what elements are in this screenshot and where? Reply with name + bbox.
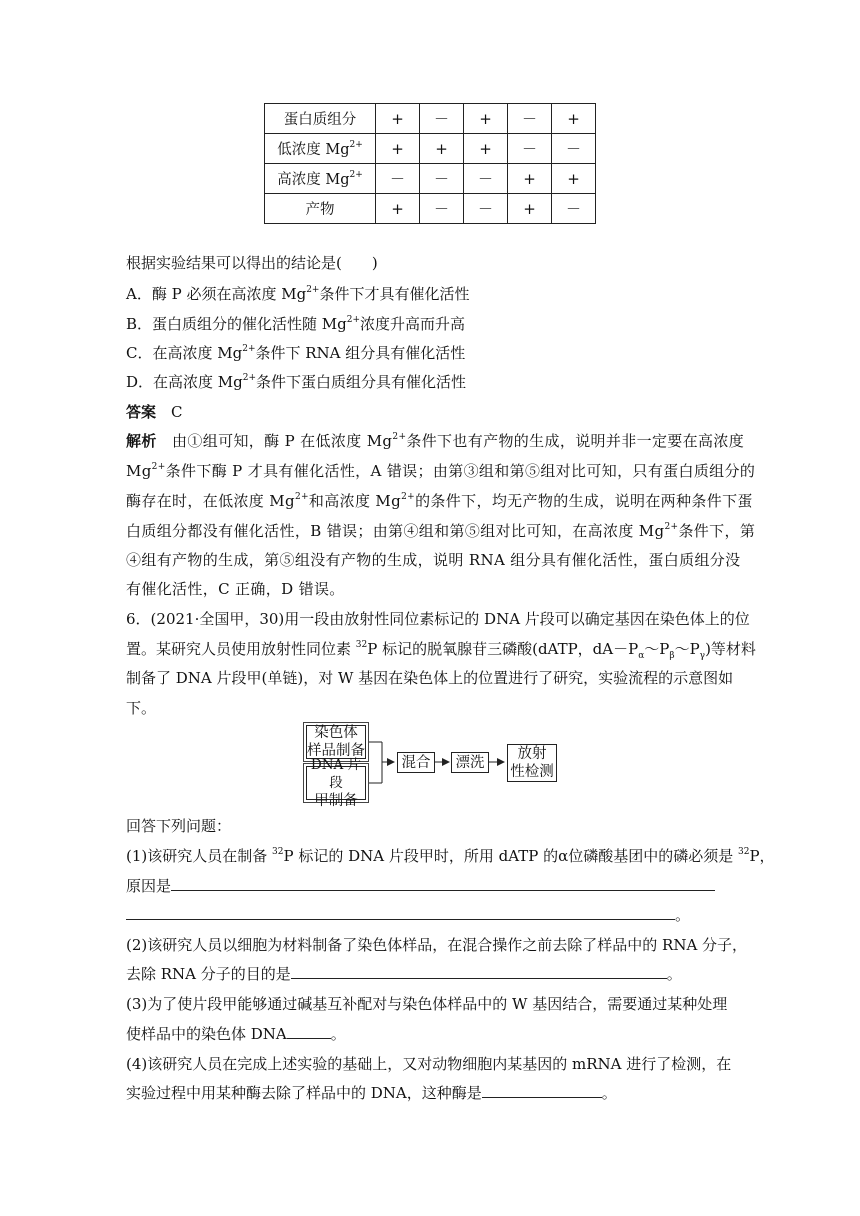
subq-3-line-2: 使样品中的染色体 DNA 。 [126,1025,346,1043]
analysis-line-5: ④组有产物的生成，第⑤组没有产物的生成，说明 RNA 组分具有催化活性，蛋白质组分没 [126,551,741,569]
mix-box: 混合 [397,752,435,773]
option-d: D．在高浓度 $Mg^{2+}$条件下蛋白质组分具有催化活性 [126,373,467,391]
subq-2-line-2: 去除 RNA 分子的目的是 。 [126,965,682,983]
table-cell: + [552,164,596,194]
table-cell: + [508,194,552,224]
option-b: B．蛋白质组分的催化活性随 $Mg^{2+}$浓度升高而升高 [126,315,466,333]
analysis-label: 解析 [126,432,157,450]
table-cell: + [464,134,508,164]
answer-blank-2[interactable] [291,963,667,979]
subq-4-line-1: (4)该研究人员在完成上述实验的基础上，又对动物细胞内某基因的 mRNA 进行了检测，在 [126,1055,732,1073]
subq-4-line-2: 实验过程中用某种酶去除了样品中的 DNA，这种酶是 。 [126,1084,617,1102]
chromosome-sample-box: 染色体 样品制备 [303,722,369,762]
table-cell: + [464,104,508,134]
option-c: C．在高浓度 $Mg^{2+}$条件下 RNA 组分具有催化活性 [126,344,466,362]
answer-value: C [171,403,183,421]
wash-box: 漂洗 [451,752,489,773]
table-cell: － [464,164,508,194]
table-cell: － [420,104,464,134]
table-cell: － [508,104,552,134]
subq-1-line-1: (1)该研究人员在制备 $^{32}$P 标记的 DNA 片段甲时，所用 dATP 的α位磷酸基团中的磷必须是 $^{32}$P， [126,847,775,865]
table-cell: + [552,104,596,134]
analysis-line-3: 酶存在时，在低浓度 $Mg^{2+}$和高浓度 $Mg^{2+}$的条件下，均无产物的生成，说明在两种条件下蛋 [126,492,753,510]
table-cell: － [464,194,508,224]
option-a: A．酶 P 必须在高浓度 $Mg^{2+}$条件下才具有催化活性 [126,285,470,303]
q6-line-4: 下。 [126,699,157,717]
row-label: 高浓度 $Mg^{2+}$ [265,164,376,194]
answer-intro: 回答下列问题： [126,817,232,835]
answer-blank-1b[interactable] [126,904,675,920]
dna-fragment-box: DNA 片段 甲制备 [303,763,369,803]
table-cell: + [376,104,420,134]
table-cell: + [508,164,552,194]
answer-blank-1a[interactable] [171,875,715,891]
row-label: 产物 [265,194,376,224]
subq-3-line-1: (3)为了使片段甲能够通过碱基互补配对与染色体样品中的 W 基因结合，需要通过某种处理 [126,995,728,1013]
analysis-line-2: $Mg^{2+}$条件下酶 P 才具有催化活性，A 错误；由第③组和第⑤组对比可知，只有蛋白质组分的 [126,462,756,480]
table-cell: － [376,164,420,194]
subq-2-line-1: (2)该研究人员以细胞为材料制备了染色体样品，在混合操作之前去除了样品中的 RNA 分子， [126,936,748,954]
table-cell: － [420,194,464,224]
answer-label: 答案 [126,403,157,421]
question-stem: 根据实验结果可以得出的结论是( ) [126,254,378,272]
q6-line-1: 6．(2021·全国甲，30)用一段由放射性同位素标记的 DNA 片段可以确定基因在染色体上的位 [126,610,750,628]
table-cell: － [508,134,552,164]
table-cell: － [420,164,464,194]
subq-1-line-3: 。 [126,904,690,925]
table-cell: － [552,134,596,164]
subq-1-line-2: 原因是 [126,875,715,896]
q6-line-3: 制备了 DNA 片段甲(单链)，对 W 基因在染色体上的位置进行了研究，实验流程的示意图如 [126,669,734,687]
detection-box: 放射 性检测 [507,744,557,782]
analysis-line-4: 白质组分都没有催化活性，B 错误；由第④组和第⑤组对比可知，在高浓度 $Mg^{2+}$条件下，第 [126,522,756,540]
table-cell: + [420,134,464,164]
analysis-line-6: 有催化活性，C 正确，D 错误。 [126,580,345,598]
table-cell: + [376,134,420,164]
answer-blank-3[interactable] [287,1023,331,1039]
row-label: 低浓度 $Mg^{2+}$ [265,134,376,164]
q6-line-2: 置。某研究人员使用放射性同位素 $^{32}$P 标记的脱氧腺苷三磷酸(dATP，$dA-P_\alpha\sim P_\beta\sim P_\gamma$)等材料 [126,640,756,661]
table-cell: － [552,194,596,224]
table-cell: + [376,194,420,224]
answer-blank-4[interactable] [482,1082,602,1098]
row-label: 蛋白质组分 [265,104,376,134]
analysis-line-1: 解析 由①组可知，酶 P 在低浓度 $Mg^{2+}$条件下也有产物的生成，说明并非一定要在高浓度 [126,432,745,450]
